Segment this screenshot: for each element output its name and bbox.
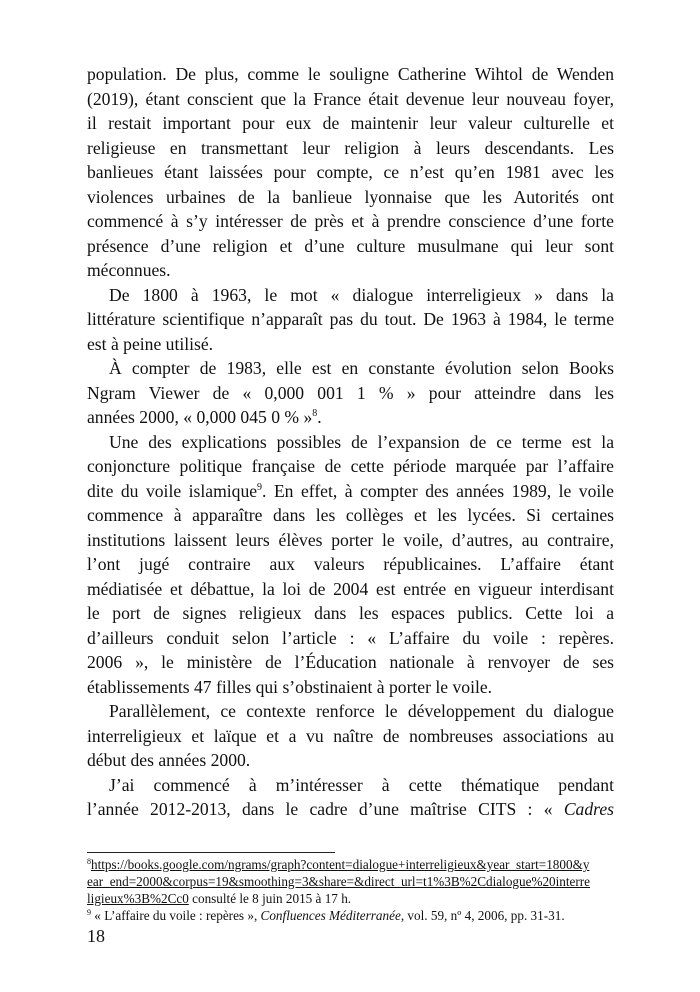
footnote-link[interactable]: ligieux%3B%2Cc0: [87, 891, 189, 906]
text-segment: années 2000, « 0,000 045 0 % »: [87, 407, 313, 427]
text-line: [87, 479, 614, 504]
text-segment: est à peine utilisé.: [87, 333, 214, 354]
text-segment: (2019), étant conscient que la France était devenue leur nouveau foyer,: [87, 88, 614, 109]
text-segment: commence à apparaître dans les collèges et les lycées. Si certaines: [87, 505, 614, 525]
text-segment: présence d’une religion et d’une culture musulmane qui leur sont: [87, 235, 614, 256]
text-line: [87, 503, 614, 528]
text-line: [87, 601, 614, 626]
text-line: [87, 185, 614, 210]
text-segment: , vol. 59, nº 4, 2006, pp. 31-31.: [400, 908, 565, 923]
paragraph: [87, 773, 614, 822]
text-segment: . En effet, à compter des années 1989, le voile: [262, 480, 614, 501]
text-line: [87, 650, 614, 675]
text-line: [87, 748, 614, 773]
text-line: [87, 699, 614, 724]
paragraph: [87, 356, 614, 430]
text-segment: De 1800 à 1963, le mot « dialogue interreligieux » dans la: [109, 284, 614, 305]
text-line: [87, 797, 614, 822]
text-line: [87, 160, 614, 185]
text-segment: Cadres: [563, 799, 614, 819]
text-line: [87, 528, 614, 553]
text-segment: début des années 2000.: [87, 750, 251, 770]
text-line: [87, 136, 614, 161]
footnote: [87, 856, 614, 907]
text-segment: violences urbaines de la banlieue lyonnaise que les Autorités ont: [87, 186, 614, 207]
text-segment: le port de signes religieux dans les espaces publics. Cette loi a: [87, 603, 614, 623]
footnote-separator: [87, 852, 335, 853]
text-line: [87, 381, 614, 406]
footnote-reference[interactable]: 9: [87, 908, 91, 917]
text-segment: consulté le 8 juin 2015 à 17 h.: [188, 891, 352, 906]
text-segment: Parallèlement, ce contexte renforce le développement du dialogue: [109, 701, 614, 721]
text-segment: commencé à s’y intéresser de près et à prendre conscience d’une forte: [87, 211, 614, 231]
text-line: [87, 258, 614, 283]
paragraph: [87, 430, 614, 700]
paragraph: [87, 62, 614, 283]
text-line: [87, 87, 614, 112]
text-segment: méconnues.: [87, 260, 171, 280]
text-segment: À compter de 1983, elle est en constante évolution selon Books: [109, 358, 614, 378]
text-line: [87, 307, 614, 332]
text-line: [87, 209, 614, 234]
text-line: [87, 773, 614, 798]
text-line: [87, 454, 614, 479]
footnote: [87, 907, 614, 924]
footnote-link[interactable]: https://books.google.com/ngrams/graph?content=dialogue+interreligieux&year_start=1800&y: [91, 857, 590, 872]
text-line: [87, 62, 614, 87]
footnote-reference[interactable]: 8: [312, 408, 318, 419]
body-text: [87, 62, 614, 822]
text-segment: .: [317, 407, 322, 427]
footnote-line: [87, 907, 614, 924]
text-segment: médiatisée et débattue, la loi de 2004 est entrée en vigueur interdisant: [87, 578, 614, 599]
footnotes: [87, 856, 614, 924]
text-segment: 2006 », le ministère de l’Éducation nationale à renvoyer de ses: [87, 652, 614, 672]
text-segment: il restait important pour eux de maintenir leur valeur culturelle et: [87, 113, 614, 133]
text-line: [87, 332, 614, 357]
footnote-reference[interactable]: 9: [257, 481, 263, 493]
text-segment: interreligieux et laïque et a vu naître de nombreuses associations au: [87, 725, 614, 746]
text-line: [87, 552, 614, 577]
text-line: [87, 234, 614, 259]
text-segment: Ngram Viewer de « 0,000 001 1 % » pour atteindre dans les: [87, 382, 614, 403]
footnote-line: [87, 890, 614, 907]
text-segment: établissements 47 filles qui s’obstinaient à porter le voile.: [87, 676, 493, 697]
text-line: [87, 111, 614, 136]
text-line: [87, 356, 614, 381]
text-segment: « L’affaire du voile : repères »,: [91, 908, 261, 923]
text-segment: littérature scientifique n’apparaît pas du tout. De 1963 à 1984, le terme: [87, 309, 614, 329]
footnote-line: [87, 873, 614, 890]
text-segment: religieuse en transmettant leur religion à leurs descendants. Les: [87, 137, 614, 158]
text-segment: conjoncture politique française de cette période marquée par l’affaire: [87, 456, 614, 476]
text-line: [87, 626, 614, 651]
text-segment: d’ailleurs conduit selon l’article : « L’affaire du voile : repères.: [87, 627, 614, 648]
text-line: [87, 724, 614, 749]
text-segment: l’ont jugé contraire aux valeurs républicaines. L’affaire étant: [87, 554, 614, 574]
text-segment: l’année 2012-2013, dans le cadre d’une maîtrise CITS : «: [87, 799, 564, 819]
footnote-line: [87, 856, 614, 873]
text-segment: institutions laissent leurs élèves porter le voile, d’autres, au contraire,: [87, 529, 614, 550]
text-segment: banlieues étant laissées pour compte, ce n’est qu’en 1981 avec les: [87, 162, 614, 182]
text-line: [87, 577, 614, 602]
text-segment: population. De plus, comme le souligne Catherine Wihtol de Wenden: [87, 64, 614, 84]
text-line: [87, 430, 614, 455]
text-line: [87, 675, 614, 700]
footnote-link[interactable]: ear_end=2000&corpus=19&smoothing=3&share=&direct_url=t1%3B%2Cdialogue%20interre: [87, 874, 591, 889]
text-line: [87, 405, 614, 430]
text-segment: dite du voile islamique: [87, 480, 258, 501]
text-line: [87, 283, 614, 308]
page-number: 18: [87, 926, 105, 946]
paragraph: [87, 699, 614, 773]
text-segment: Confluences Méditerranée: [260, 908, 401, 923]
paragraph: [87, 283, 614, 357]
footnote-reference[interactable]: 8: [87, 857, 91, 866]
text-segment: J’ai commencé à m’intéresser à cette thématique pendant: [109, 774, 614, 795]
text-segment: Une des explications possibles de l’expansion de ce terme est la: [109, 431, 614, 452]
